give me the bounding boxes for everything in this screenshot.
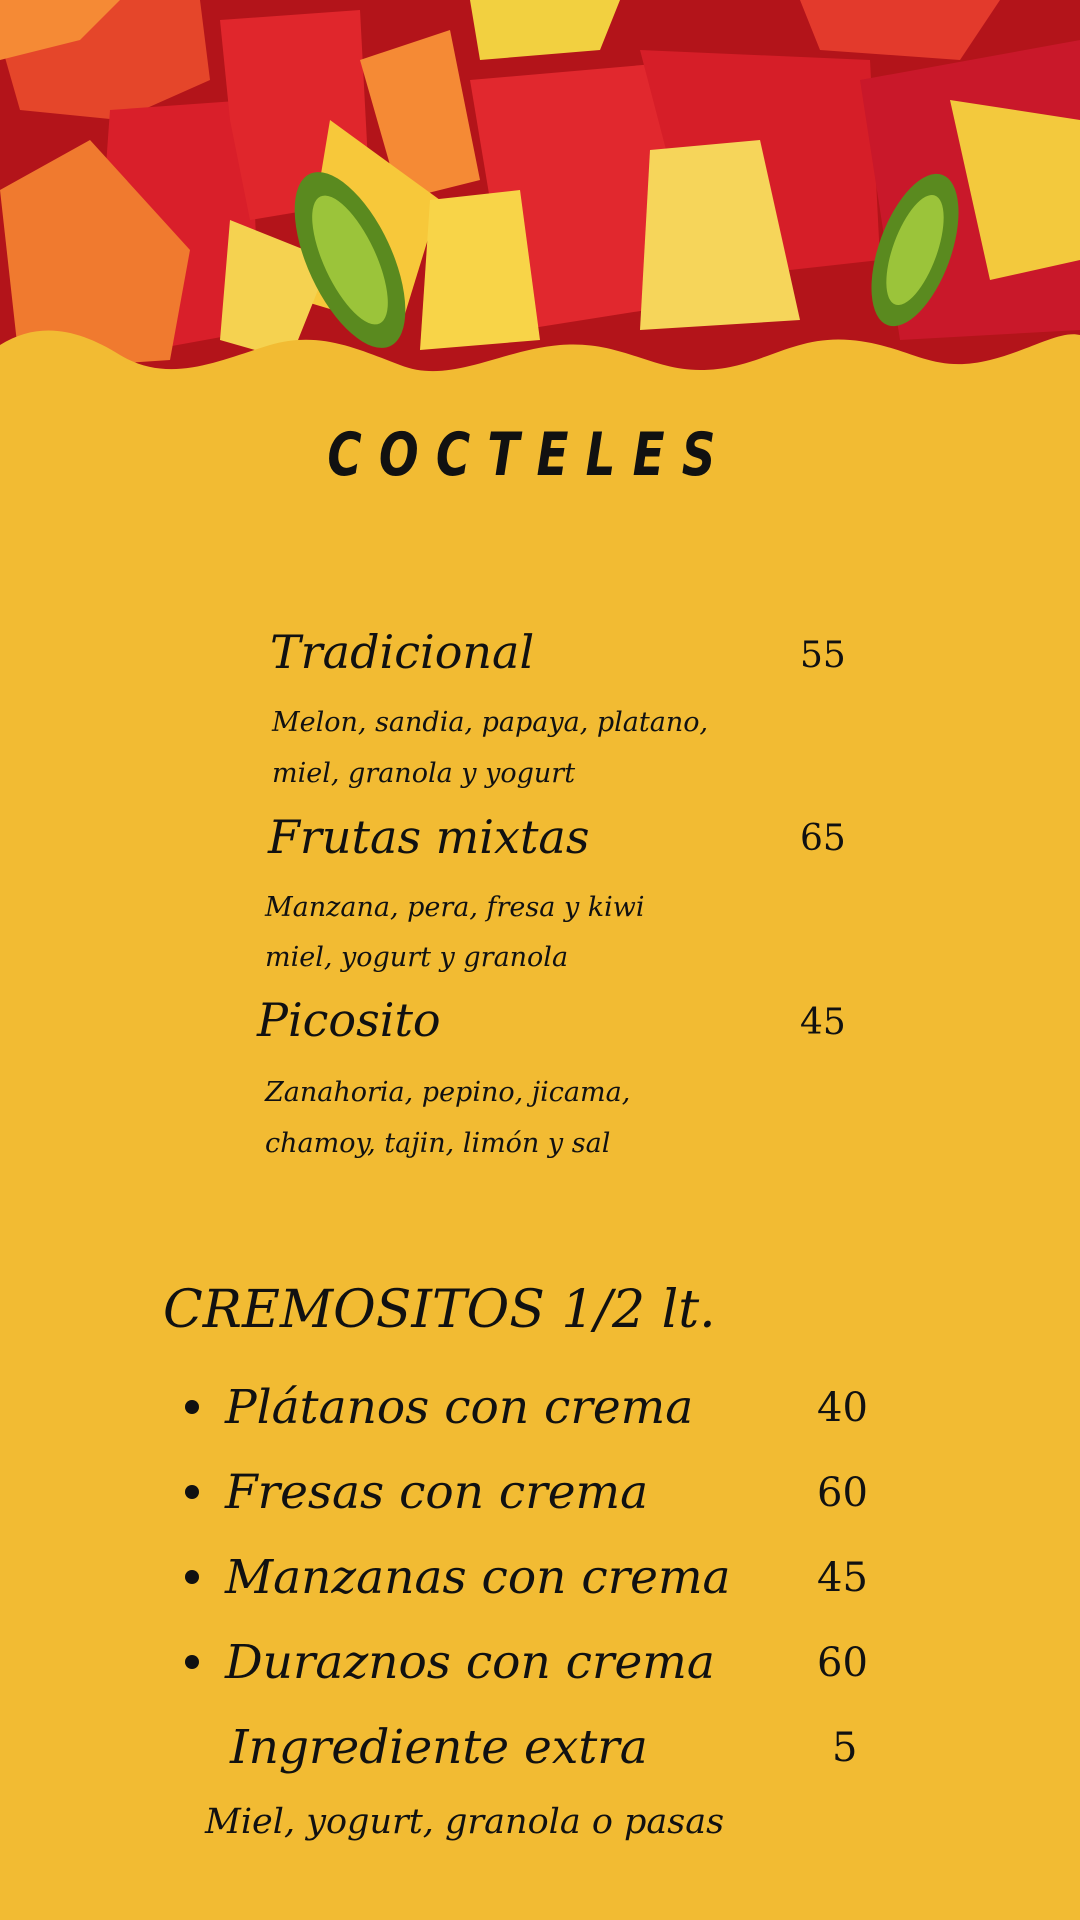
extra-desc: Miel, yogurt, granola o pasas xyxy=(205,1802,725,1842)
list-item-price: 45 xyxy=(817,1555,868,1601)
extra-name: Ingrediente extra xyxy=(230,1720,648,1775)
bullet-icon xyxy=(185,1485,199,1499)
item-desc-line: Manzana, pera, fresa y kiwi xyxy=(265,892,645,923)
bullet-icon xyxy=(185,1570,199,1584)
list-item-name: Fresas con crema xyxy=(225,1465,649,1520)
extra-price: 5 xyxy=(832,1725,858,1771)
item-name: Tradicional xyxy=(270,625,535,679)
item-price: 65 xyxy=(800,818,846,859)
item-desc-line: Melon, sandia, papaya, platano, xyxy=(272,707,709,738)
item-desc-line: Zanahoria, pepino, jicama, xyxy=(265,1077,631,1108)
list-item-name: Duraznos con crema xyxy=(225,1635,715,1690)
bullet-icon xyxy=(185,1400,199,1414)
list-item xyxy=(185,1548,885,1608)
page-title: COCTELES xyxy=(327,420,733,490)
list-item-price: 60 xyxy=(817,1640,868,1686)
hero-fruit-image xyxy=(0,0,1080,400)
bullet-icon xyxy=(185,1655,199,1669)
item-name: Picosito xyxy=(257,993,441,1047)
list-item-name: Plátanos con crema xyxy=(225,1380,694,1435)
item-desc-line: chamoy, tajin, limón y sal xyxy=(265,1128,611,1159)
item-desc-line: miel, granola y yogurt xyxy=(272,758,576,789)
list-item-price: 60 xyxy=(817,1470,868,1516)
item-name: Frutas mixtas xyxy=(268,810,590,864)
list-item xyxy=(185,1463,885,1523)
list-item-name: Manzanas con crema xyxy=(225,1550,731,1605)
item-desc-line: miel, yogurt y granola xyxy=(265,942,569,973)
item-price: 55 xyxy=(800,635,846,676)
item-price: 45 xyxy=(800,1002,846,1043)
section-title-cremositos: CREMOSITOS 1/2 lt. xyxy=(163,1280,716,1340)
list-item-price: 40 xyxy=(817,1385,868,1431)
list-item xyxy=(185,1378,885,1438)
list-item xyxy=(185,1633,885,1693)
